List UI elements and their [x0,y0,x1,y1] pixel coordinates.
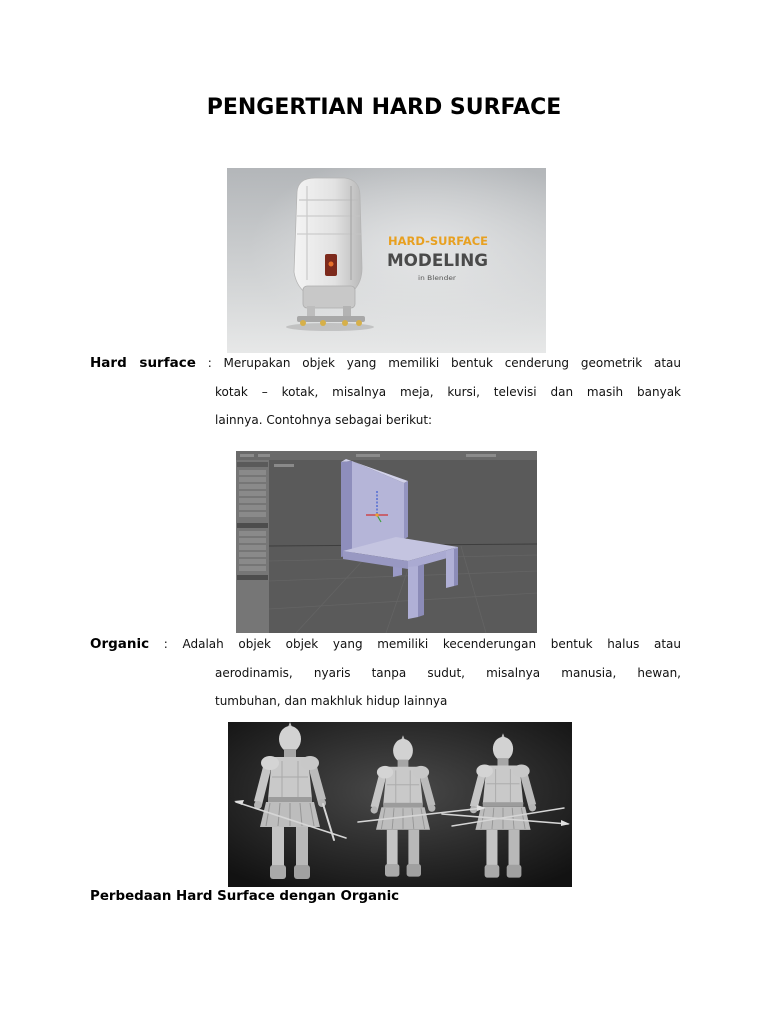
robot-wheel [320,320,326,326]
definition-line: kotak – kotak, misalnya meja, kursi, televisi dan masih banyak [215,384,681,399]
blender-menu-item [240,454,254,457]
chair-back-edge [404,481,408,539]
tool-button [239,566,266,571]
definition-line: aerodinamis, nyaris tanpa sudut, misalnya manusia, hewan, [215,665,681,680]
blender-chair-image [236,451,537,633]
definition-label: Hard surface [90,355,196,371]
definition-line: lainnya. Contohnya sebagai berikut: [215,413,433,427]
definition-separator: : [163,637,168,651]
tool-button [239,470,266,475]
definition-hard-surface [90,349,681,435]
robot-wheel [342,320,348,326]
tool-button [239,484,266,489]
robot-body [294,178,362,301]
robot-chassis [303,286,355,308]
definition-line: tumbuhan, dan makhluk hidup lainnya [215,694,448,708]
tool-button [239,545,266,550]
tool-button [239,512,266,517]
definition-text: Adalah objek objek yang memiliki kecenderungan bentuk halus atau [182,637,681,651]
tool-button [239,498,266,503]
blender-tool-panel [236,460,269,633]
section-heading: Perbedaan Hard Surface dengan Organic [90,889,400,904]
organic-warriors-image [228,722,572,887]
tool-button [239,559,266,564]
hard-surface-modeling-image [227,168,546,353]
blender-menu-item [258,454,270,457]
chair-front-leg-side [418,564,424,617]
gizmo-origin [375,513,378,516]
tool-button [239,552,266,557]
page-title: PENGERTIAN HARD SURFACE [206,95,562,120]
definition-label: Organic [90,636,150,652]
chair-front-leg-side [454,548,458,586]
robot-base [297,316,365,322]
robot-wheel [300,320,306,326]
chair-front-leg [446,549,454,588]
banner-line-1: HARD-SURFACE [388,234,489,248]
viewport-label [274,464,294,467]
robot-wheel [356,320,362,326]
definition-text: Merupakan objek yang memiliki bentuk cenderung geometrik atau [223,356,682,370]
tool-button [239,477,266,482]
blender-menu-item [466,454,496,457]
banner-line-2: MODELING [387,251,488,271]
chair-front-leg [408,566,418,619]
tool-panel-header [237,462,268,467]
tool-panel-header [237,575,268,580]
definition-separator: : [207,356,212,370]
banner-line-3: in Blender [418,274,457,282]
tool-button [239,505,266,510]
tool-button [239,491,266,496]
blender-menu-item [356,454,380,457]
tool-button [239,531,266,536]
definition-line [90,630,681,659]
tool-button [239,538,266,543]
chair-back-post [341,461,352,557]
definition-organic [90,630,681,716]
tool-panel-header [237,523,268,528]
robot-core-light [329,262,334,267]
definition-line [90,349,681,378]
